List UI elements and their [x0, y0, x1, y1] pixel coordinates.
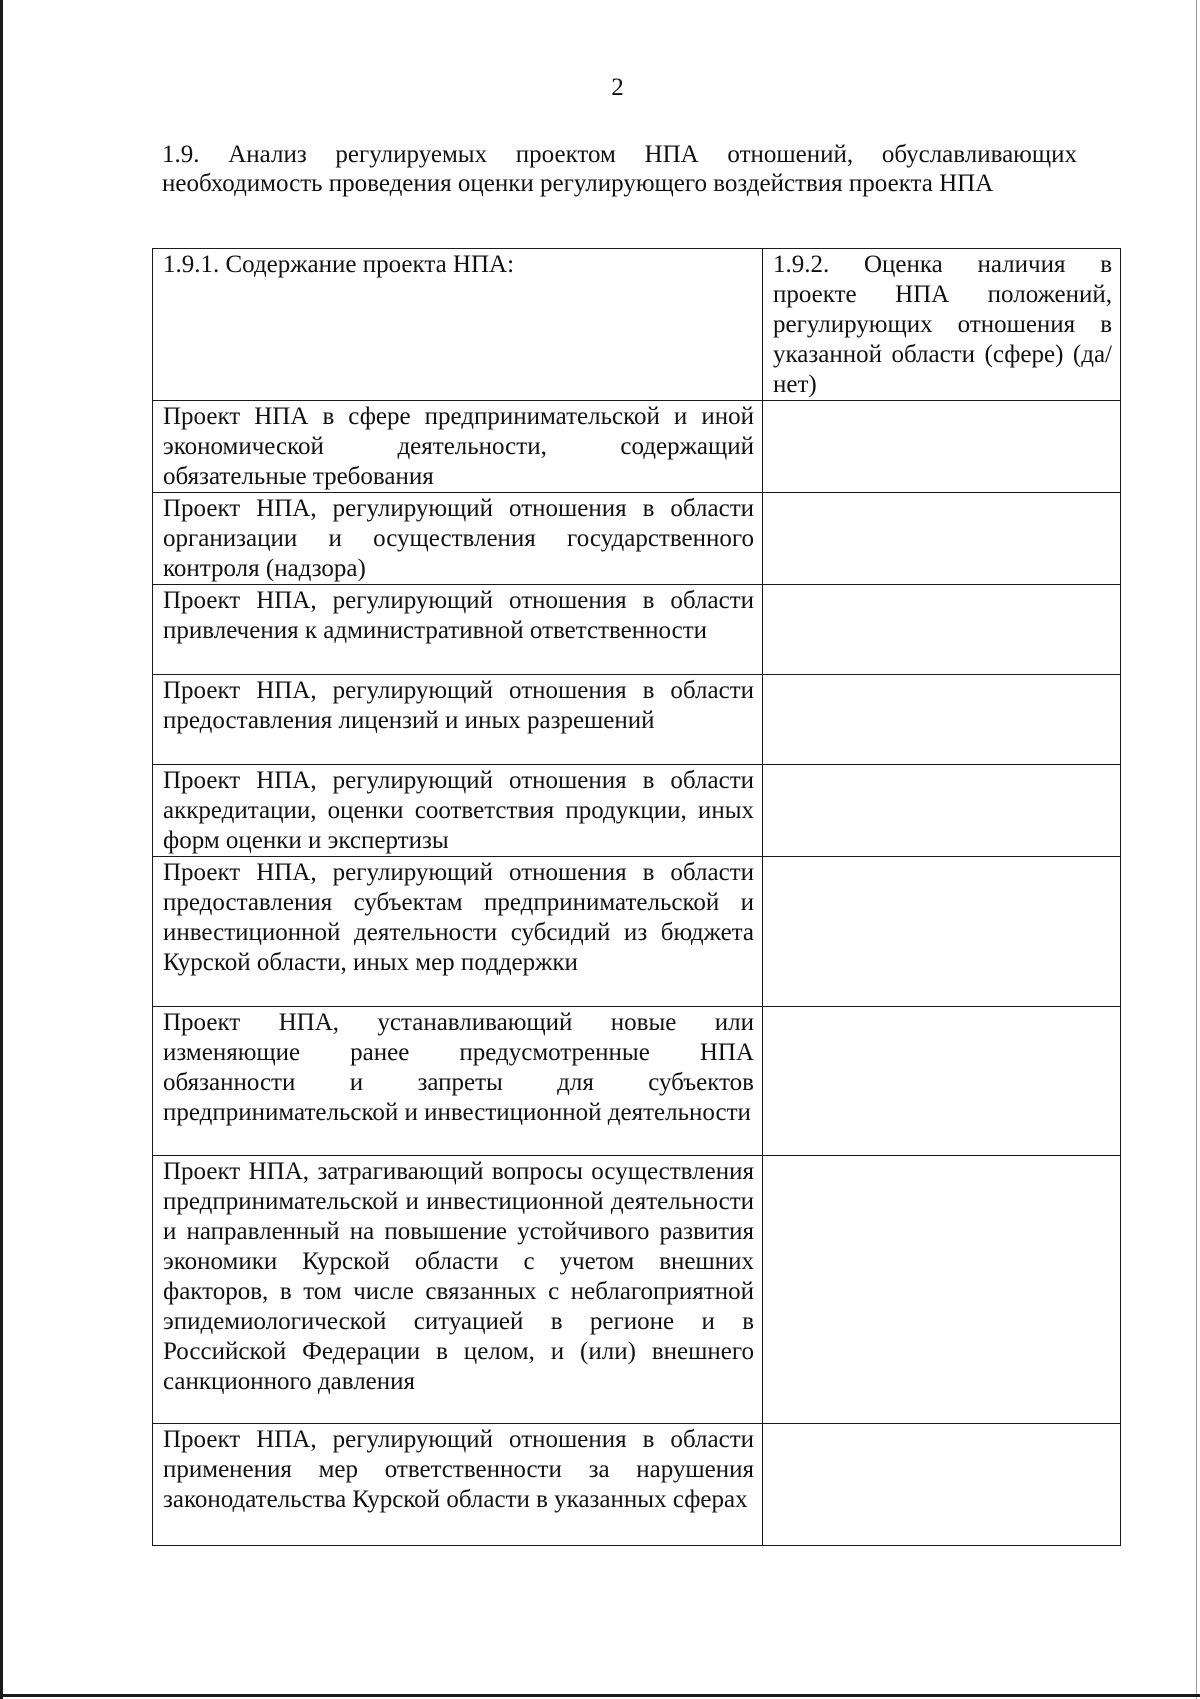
table-row	[153, 1424, 1121, 1546]
table-row	[153, 401, 1121, 493]
table-row	[153, 493, 1121, 585]
row-assessment-cell	[763, 401, 1121, 493]
row-content-cell: Проект НПА, устанавливающий новые или изменяющие ранее предусмотренные НПА обязанности и запреты для субъектов предпринимательской и инвестиционной деятельности	[153, 1007, 763, 1156]
row-assessment-cell	[763, 1007, 1121, 1156]
row-content-cell: Проект НПА, регулирующий отношения в области привлечения к административной ответственности	[153, 585, 763, 675]
header-assessment-cell: 1.9.2. Оценка наличия в проекте НПА положений, регулирующих отношения в указанной области (сфере) (да/нет)	[763, 249, 1121, 401]
row-assessment-cell	[763, 585, 1121, 675]
scan-edge-left	[0, 0, 3, 1699]
table-row	[153, 1007, 1121, 1156]
row-assessment-cell	[763, 857, 1121, 1007]
table-row	[153, 765, 1121, 857]
table-row	[153, 585, 1121, 675]
scan-edge-bottom	[0, 1694, 1200, 1697]
scan-edge-right	[1196, 0, 1197, 1699]
row-assessment-cell	[763, 493, 1121, 585]
row-content-cell: Проект НПА, регулирующий отношения в области применения мер ответственности за нарушения законодательства Курской области в указанных сферах	[153, 1424, 763, 1546]
section-heading: 1.9. Анализ регулируемых проектом НПА отношений, обуславливающих необходимость проведения оценки регулирующего воздействия проекта НПА	[162, 141, 1077, 197]
row-content-cell: Проект НПА, регулирующий отношения в области аккредитации, оценки соответствия продукции, иных форм оценки и экспертизы	[153, 765, 763, 857]
row-assessment-cell	[763, 675, 1121, 765]
table-row	[153, 1156, 1121, 1424]
table-row	[153, 675, 1121, 765]
row-content-cell: Проект НПА, регулирующий отношения в области организации и осуществления государственного контроля (надзора)	[153, 493, 763, 585]
row-content-cell: Проект НПА в сфере предпринимательской и иной экономической деятельности, содержащий обязательные требования	[153, 401, 763, 493]
table-header-row	[153, 249, 1121, 401]
row-content-cell: Проект НПА, регулирующий отношения в области предоставления лицензий и иных разрешений	[153, 675, 763, 765]
row-assessment-cell	[763, 1424, 1121, 1546]
row-content-cell: Проект НПА, затрагивающий вопросы осуществления предпринимательской и инвестиционной деятельности и направленный на повышение устойчивого развития экономики Курской области с учетом внешних факторов, в том числе связанных с неблагоприятной эпидемиологической ситуацией в регионе и в Российской Федерации в целом, и (или) внешнего санкционного давления	[153, 1156, 763, 1424]
header-content-cell: 1.9.1. Содержание проекта НПА:	[153, 249, 763, 401]
row-content-cell: Проект НПА, регулирующий отношения в области предоставления субъектам предпринимательской и инвестиционной деятельности субсидий из бюджета Курской области, иных мер поддержки	[153, 857, 763, 1007]
regulation-analysis-table	[152, 248, 1121, 1546]
page-number: 2	[611, 74, 624, 101]
table-row	[153, 857, 1121, 1007]
row-assessment-cell	[763, 765, 1121, 857]
row-assessment-cell	[763, 1156, 1121, 1424]
